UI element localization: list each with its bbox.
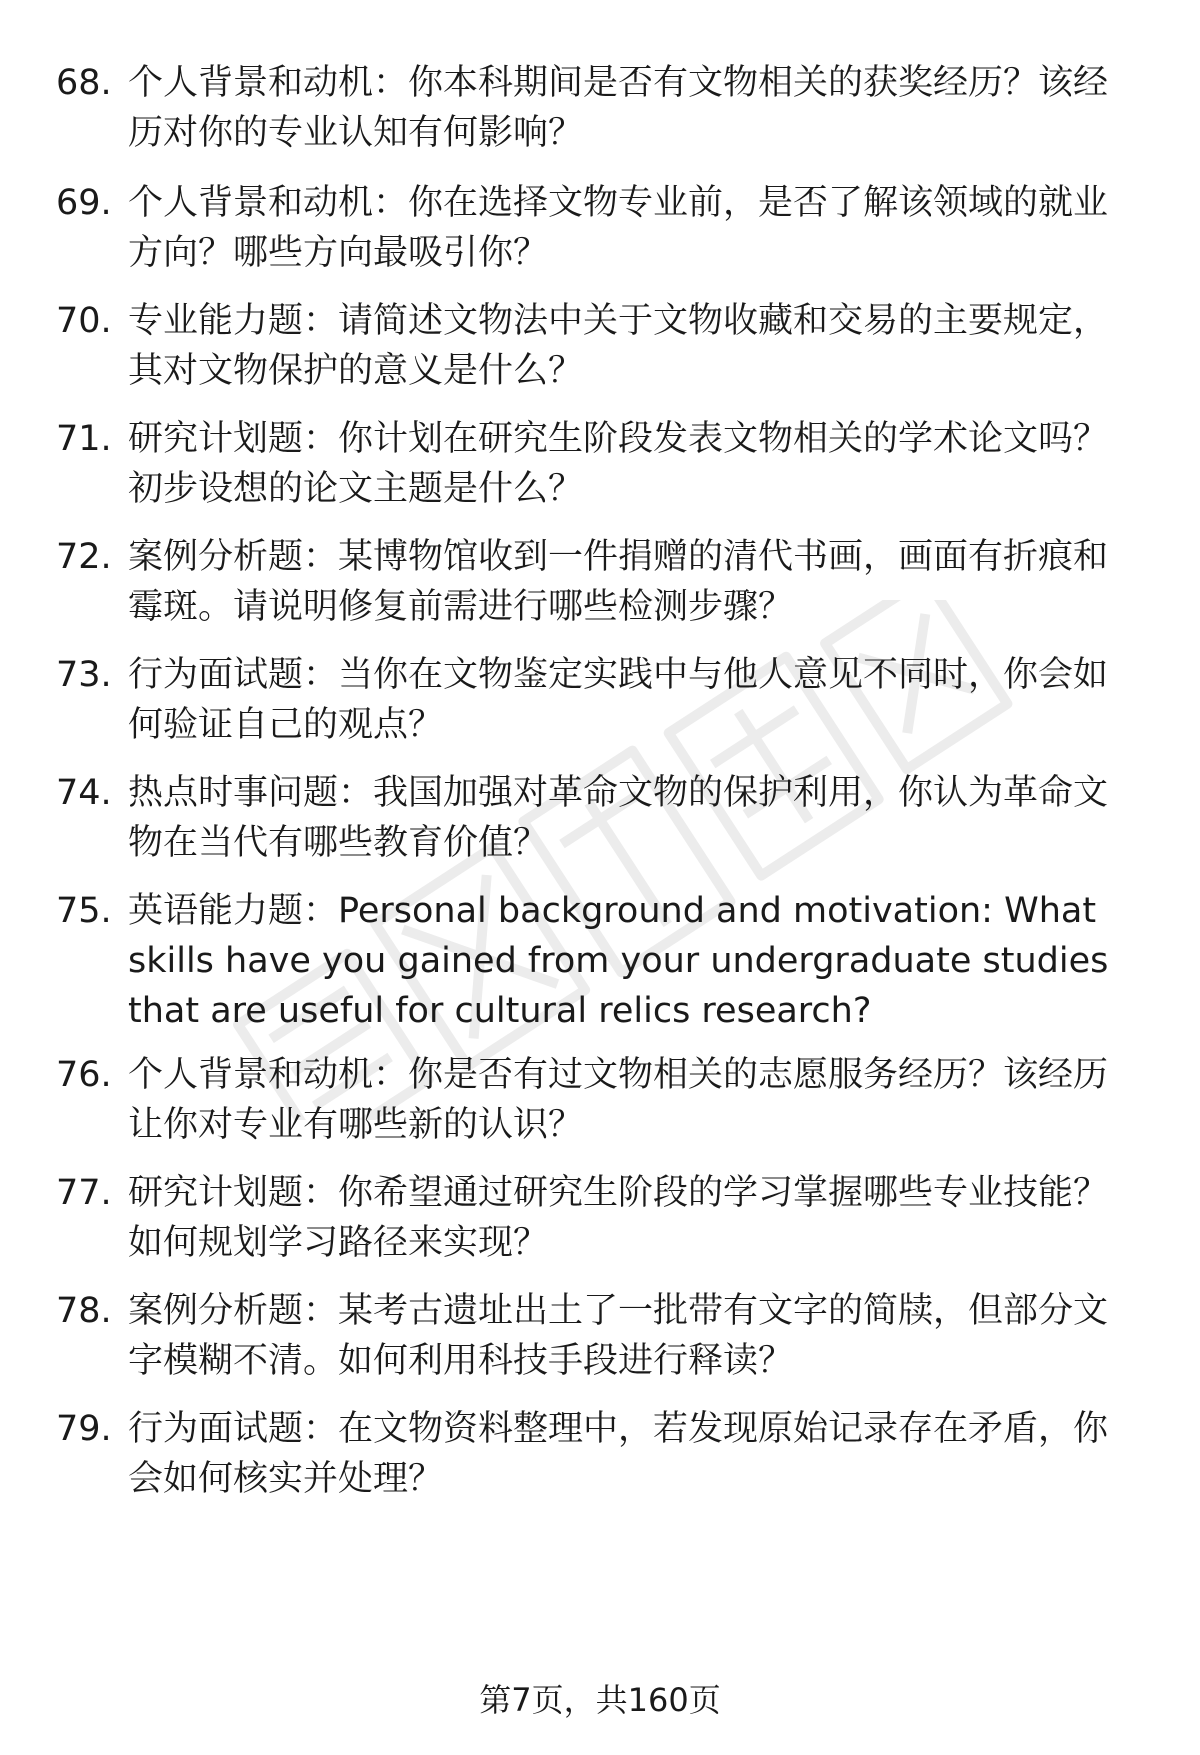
question-text-line: 历对你的专业认知有何影响？ xyxy=(128,113,584,153)
question-text-line: 研究计划题：你希望通过研究生阶段的学习掌握哪些专业技能？ xyxy=(128,1173,1109,1213)
question-number: 68. xyxy=(56,63,112,103)
question-number: 72. xyxy=(56,537,112,577)
question-text xyxy=(128,886,1148,1036)
question-text xyxy=(128,1050,1148,1150)
question-number: 76. xyxy=(56,1055,112,1095)
question-number: 70. xyxy=(56,301,112,341)
question-text-line: that are useful for cultural relics research? xyxy=(128,991,872,1031)
question-text xyxy=(128,1286,1148,1386)
question-number: 73. xyxy=(56,655,112,695)
question-text-line: 如何规划学习路径来实现？ xyxy=(128,1223,549,1263)
question-number: 78. xyxy=(56,1291,112,1331)
question-text-line: 个人背景和动机：你是否有过文物相关的志愿服务经历？该经历 xyxy=(128,1055,1109,1095)
question-number: 75. xyxy=(56,891,112,931)
question-text-line: 个人背景和动机：你本科期间是否有文物相关的获奖经历？该经 xyxy=(128,63,1109,103)
question-text-line: 个人背景和动机：你在选择文物专业前，是否了解该领域的就业 xyxy=(128,183,1109,223)
question-text xyxy=(128,650,1148,750)
question-text-line: 行为面试题：在文物资料整理中，若发现原始记录存在矛盾，你 xyxy=(128,1409,1109,1449)
question-text-line: 霉斑。请说明修复前需进行哪些检测步骤？ xyxy=(128,587,794,627)
question-text-line: 行为面试题：当你在文物鉴定实践中与他人意见不同时，你会如 xyxy=(128,655,1109,695)
question-number: 69. xyxy=(56,183,112,223)
question-text-line: 专业能力题：请简述文物法中关于文物收藏和交易的主要规定， xyxy=(128,301,1109,341)
question-text-line: 其对文物保护的意义是什么？ xyxy=(128,351,584,391)
question-number: 79. xyxy=(56,1409,112,1449)
question-text xyxy=(128,58,1148,158)
question-text-line: 何验证自己的观点？ xyxy=(128,705,444,745)
question-number: 77. xyxy=(56,1173,112,1213)
question-text-line: 会如何核实并处理？ xyxy=(128,1459,444,1499)
question-text-line: 案例分析题：某博物馆收到一件捐赠的清代书画，画面有折痕和 xyxy=(128,537,1109,577)
question-text xyxy=(128,296,1148,396)
question-text-line: 让你对专业有哪些新的认识？ xyxy=(128,1105,584,1145)
question-text xyxy=(128,532,1148,632)
question-text xyxy=(128,414,1148,514)
question-text xyxy=(128,178,1148,278)
question-text-line: 字模糊不清。如何利用科技手段进行释读？ xyxy=(128,1341,794,1381)
question-text-line: 方向？哪些方向最吸引你？ xyxy=(128,233,549,273)
question-text-line: 研究计划题：你计划在研究生阶段发表文物相关的学术论文吗？ xyxy=(128,419,1109,459)
question-text xyxy=(128,768,1148,868)
question-text-line: 案例分析题：某考古遗址出土了一批带有文字的简牍，但部分文 xyxy=(128,1291,1109,1331)
question-text-line: skills have you gained from your undergraduate studies xyxy=(128,941,1109,981)
question-text-line: 初步设想的论文主题是什么？ xyxy=(128,469,584,509)
question-text xyxy=(128,1168,1148,1268)
page-number: 第7页，共160页 xyxy=(479,1681,721,1719)
question-text-line: 英语能力题：Personal background and motivation: What xyxy=(128,891,1097,931)
question-text xyxy=(128,1404,1148,1504)
question-text-line: 物在当代有哪些教育价值？ xyxy=(128,823,549,863)
question-number: 74. xyxy=(56,773,112,813)
question-number: 71. xyxy=(56,419,112,459)
question-text-line: 热点时事问题：我国加强对革命文物的保护利用，你认为革命文 xyxy=(128,773,1109,813)
